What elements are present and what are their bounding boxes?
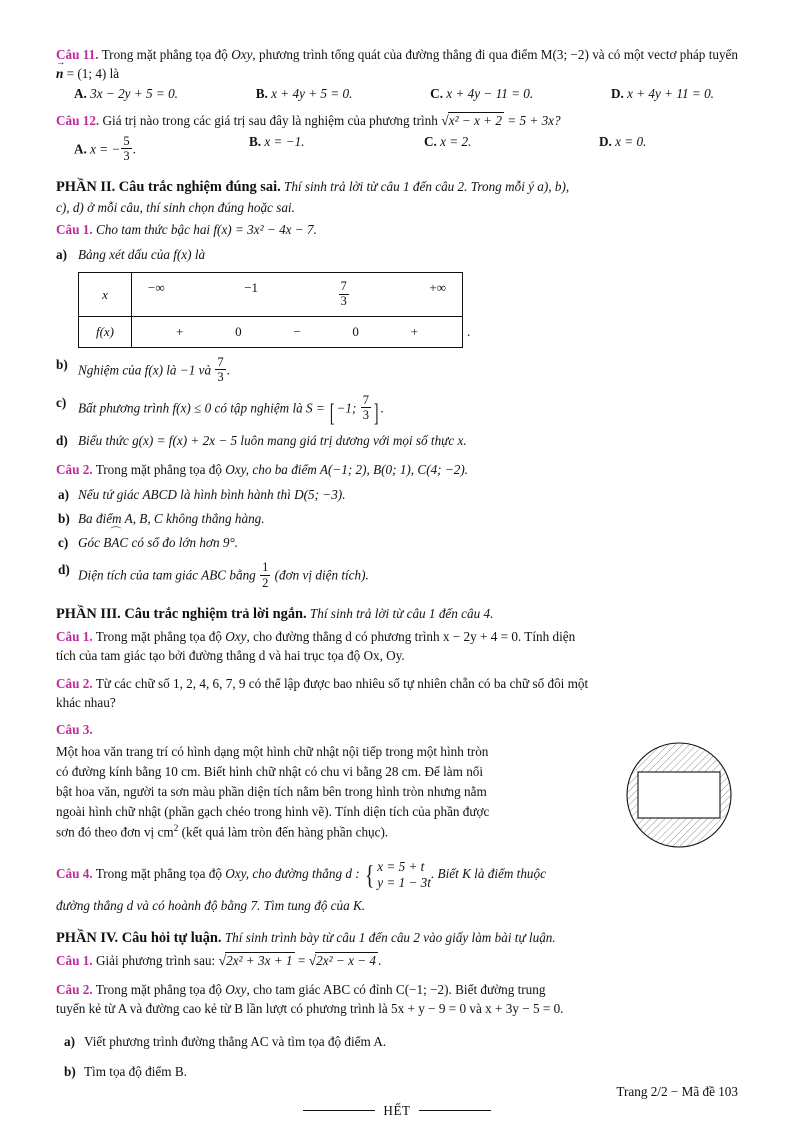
system-rows <box>376 859 431 891</box>
item-b-text: Tìm tọa độ điểm B. <box>84 1063 187 1079</box>
sign-val-0: + <box>176 323 184 339</box>
part3-q3-line-2: có đường kính bằng 10 cm. Biết hình chữ nhật có chu vi bằng 28 cm. Để làm nổi <box>56 764 484 780</box>
part2-q2-item-a <box>56 485 738 504</box>
part3-question-1 <box>56 628 738 665</box>
circle-rectangle-figure <box>620 736 738 854</box>
item-b-text-1: Nghiệm của f(x) là −1 và <box>78 362 215 378</box>
part3-q3-line-5b: (kết quả làm tròn đến hàng phần chục). <box>178 824 389 840</box>
system-brace: { <box>364 859 375 891</box>
part2-question-1 <box>56 221 738 240</box>
sign-table-x-head: x <box>79 273 132 317</box>
part4-q1-label: Câu 1. <box>56 952 93 968</box>
part-2-note-2: c), d) ở mỗi câu, thí sinh chọn đúng hoặc sai. <box>56 200 295 216</box>
question-12-choices <box>56 134 738 163</box>
sign-table <box>78 272 463 348</box>
choice-a-suffix: . <box>132 141 136 157</box>
angle-bac: BAC ⌒ <box>103 533 128 552</box>
part3-q1-text-3: tích của tam giác tạo bởi đường thẳng d và hai trục tọa độ Ox, Oy. <box>56 648 405 664</box>
sign-table-fx-head: f(x) <box>79 316 132 347</box>
system-row-2: y = 1 − 3t <box>377 874 431 890</box>
part4-q2-text-1: Trong mặt phẳng tọa độ <box>95 982 226 998</box>
question-12-text-2: = 5 + 3x? <box>503 113 561 129</box>
item-c-text-2: có số đo lớn hơn 9°. <box>128 535 239 551</box>
fraction-denominator: 3 <box>123 149 130 164</box>
choice-a-key: A. <box>74 86 87 102</box>
choice-c[interactable] <box>430 86 533 102</box>
choice-d-key: D. <box>610 86 624 102</box>
part3-q2-text-2: khác nhau? <box>56 694 116 710</box>
item-label-b: b) <box>58 511 70 527</box>
fraction <box>215 355 225 384</box>
choice-b[interactable] <box>256 86 353 102</box>
choice-b-value: x + 4y + 5 = 0. <box>271 86 353 102</box>
part3-q4-label: Câu 4. <box>56 865 93 881</box>
part3-question-2 <box>56 675 738 712</box>
item-b-text: Ba điểm A, B, C không thẳng hàng. <box>78 511 265 527</box>
sqrt-right-radicand: 2x² − x − 4 <box>316 952 377 968</box>
fraction-denominator: 3 <box>340 294 347 309</box>
item-c-text-2: . <box>380 400 384 416</box>
normal-vector: n → <box>56 64 63 83</box>
part4-q1-text-1: Giải phương trình sau: <box>95 952 219 968</box>
part-4-title: PHẦN IV. Câu hỏi tự luận. <box>56 929 222 946</box>
item-a-text: Viết phương trình đường thẳng AC và tìm tọa độ điểm A. <box>84 1033 387 1049</box>
oxy-plane: Oxy <box>225 865 246 881</box>
part3-q3-label: Câu 3. <box>56 722 93 738</box>
item-label-c: c) <box>58 535 69 551</box>
fraction <box>121 134 131 163</box>
question-11-choices <box>56 86 738 102</box>
item-label-b: b) <box>56 356 68 372</box>
part2-q2-label: Câu 2. <box>56 462 93 478</box>
question-12 <box>56 111 738 131</box>
part3-q3-line-5 <box>56 822 656 842</box>
system-row-1: x = 5 + t <box>377 858 425 874</box>
choice-b-value: x = −1. <box>264 134 305 150</box>
part2-q1-item-d <box>56 431 738 450</box>
choice-a[interactable] <box>74 86 178 102</box>
item-label-c: c) <box>56 395 67 411</box>
part4-question-1 <box>56 951 738 971</box>
choice-a-value: 3x − 2y + 5 = 0. <box>90 86 178 102</box>
part3-q3-line-4: ngoài hình chữ nhật (phần gạch chéo trong hình vẽ). Tính diện tích của phần được <box>56 804 490 820</box>
sign-table-trailing-dot: . <box>467 323 471 339</box>
part2-q1-item-c: c) Bất phương trình f(x) ≤ 0 có tập nghiệm là S = [ −1; $\frac{7}{3}$ ] . <box>56 393 384 427</box>
choice-b[interactable] <box>249 134 424 163</box>
choice-d[interactable] <box>599 134 646 163</box>
part-2-heading <box>56 177 738 217</box>
choice-b-key: B. <box>249 134 262 150</box>
choice-b-key: B. <box>255 86 268 102</box>
sign-val-4: + <box>410 323 418 339</box>
fraction-numerator: 5 <box>123 134 130 149</box>
part4-q1-eq: = <box>294 952 309 968</box>
item-label-a: a) <box>64 1033 75 1049</box>
choice-d[interactable] <box>611 86 714 102</box>
part4-q2-text-3: tuyến kẻ từ A và đường cao kẻ từ B lần lượt có phương trình là 5x + y − 9 = 0 và x + 3y − 5 = 0. <box>56 1001 564 1017</box>
part3-question-3-body <box>56 742 738 843</box>
part2-q1-item-a <box>56 245 738 264</box>
part-4-heading <box>56 928 738 949</box>
item-d-text-1: Diện tích của tam giác ABC bằng <box>78 568 260 583</box>
sign-table-wrapper <box>56 266 738 350</box>
choice-d-value: x = 0. <box>615 134 647 150</box>
choice-a-value: x = − <box>90 141 121 157</box>
end-mark-text: HẾT <box>383 1103 411 1119</box>
part2-question-2 <box>56 461 738 480</box>
part-3-heading <box>56 604 738 625</box>
item-label-a: a) <box>56 247 67 263</box>
part4-q2-text-2: , cho tam giác ABC có đỉnh C(−1; −2). Biết đường trung <box>246 982 546 998</box>
sign-val-2: − <box>293 323 301 339</box>
fraction-numerator: 7 <box>217 354 224 369</box>
fraction-denominator: 2 <box>262 575 269 590</box>
item-label-d: d) <box>56 433 68 449</box>
question-11-text-3: M(3; −2) và có một vectơ pháp tuyến <box>540 47 739 62</box>
part-3-title: PHẦN III. Câu trắc nghiệm trả lời ngắn. <box>56 605 307 622</box>
part3-q1-text-1: Trong mặt phẳng tọa độ <box>95 629 226 645</box>
choice-c-key: C. <box>424 134 437 150</box>
sqrt-radicand: x² − x + 2 <box>448 113 502 129</box>
sign-val-1: 0 <box>235 323 242 339</box>
sign-table-fx-row <box>132 316 463 347</box>
oxy-plane: Oxy <box>225 462 246 478</box>
oxy-plane: Oxy <box>231 47 253 62</box>
sqrt-left: √2x² + 3x + 1 <box>218 952 293 968</box>
fraction-numerator: 1 <box>262 560 269 575</box>
part4-q2-label: Câu 2. <box>56 982 93 998</box>
part3-q3-line-5a: sơn đó theo đơn vị cm <box>56 824 174 840</box>
part3-q1-text-2: , cho đường thẳng d có phương trình x − 2y + 4 = 0. Tính diện <box>246 629 576 645</box>
part-2-title: PHẦN II. Câu trắc nghiệm đúng sai. <box>56 179 281 196</box>
part3-q4-text-4: đường thẳng d và có hoành độ bằng 7. Tìm tung độ của K. <box>56 898 366 913</box>
sign-values <box>132 324 462 340</box>
item-b-text-2: . <box>226 362 230 378</box>
table-row <box>79 316 463 347</box>
choice-c[interactable] <box>424 134 599 163</box>
part3-question-4 <box>56 859 738 916</box>
part3-q2-text-1: Từ các chữ số 1, 2, 4, 6, 7, 9 có thể lập được bao nhiêu số tự nhiên chẵn có ba chữ số đôi một <box>95 675 589 691</box>
choice-d-key: D. <box>599 134 612 150</box>
part3-q2-label: Câu 2. <box>56 675 93 691</box>
item-c-inner: −1; <box>336 400 360 416</box>
x-values <box>132 280 462 309</box>
x-val-3: +∞ <box>429 280 446 296</box>
part2-q2-stem-1: Trong mặt phẳng tọa độ <box>95 462 226 478</box>
unit-exponent: 2 <box>173 824 179 835</box>
x-val-1: −1 <box>244 280 259 296</box>
item-a-text: Bảng xét dấu của f(x) là <box>78 247 206 263</box>
part4-q2-item-a <box>56 1032 738 1051</box>
end-of-exam-marker <box>56 1103 738 1119</box>
part4-question-2 <box>56 981 738 1018</box>
item-a-text: Nếu tứ giác ABCD là hình bình hành thì D(5; −3). <box>78 487 346 503</box>
part-2-note-1: Thí sinh trả lời từ câu 1 đến câu 2. Trong mỗi ý a), b), <box>283 179 570 195</box>
question-11-label: Câu 11. <box>56 47 99 62</box>
part2-q1-stem: Cho tam thức bậc hai f(x) = 3x² − 4x − 7. <box>95 222 317 238</box>
parametric-system <box>363 859 431 891</box>
part3-q3-line-3: bật hoa văn, người ta sơn màu phần diện tích nằm bên trong hình tròn nhưng nằm <box>56 784 487 800</box>
fraction-numerator: 7 <box>340 279 347 294</box>
part4-q1-text-2: . <box>378 952 382 968</box>
page-footer: Trang 2/2 − Mã đề 103 <box>616 1084 738 1099</box>
part3-q4-text-1: Trong mặt phẳng tọa độ <box>95 865 226 881</box>
sign-table-x-row <box>132 273 463 317</box>
part3-q4-text-2: , cho đường thẳng d : <box>245 865 363 881</box>
fraction <box>260 560 270 589</box>
part3-q3-text <box>56 742 656 843</box>
question-12-text-1: Giá trị nào trong các giá trị sau đây là nghiệm của phương trình <box>102 113 442 129</box>
item-d-text: Biểu thức g(x) = f(x) + 2x − 5 luôn mang giá trị dương với mọi số thực x. <box>78 433 467 449</box>
figure-svg <box>620 736 738 854</box>
part4-q2-item-b <box>56 1062 738 1081</box>
x-val-2-fraction <box>339 280 349 309</box>
fraction-numerator: 7 <box>362 393 369 408</box>
divider-left <box>303 1110 375 1111</box>
part-4-note: Thí sinh trình bày từ câu 1 đến câu 2 vào giấy làm bài tự luận. <box>224 929 556 945</box>
part2-q2-item-c <box>56 533 738 552</box>
part-3-note: Thí sinh trả lời từ câu 1 đến câu 4. <box>309 605 494 621</box>
choice-c-value: x + 4y − 11 = 0. <box>446 86 534 102</box>
table-row <box>79 273 463 317</box>
choice-c-value: x = 2. <box>440 134 472 150</box>
choice-a-key: A. <box>74 141 87 157</box>
item-c-text-1: Góc <box>78 535 104 551</box>
item-label-a: a) <box>58 487 69 503</box>
item-c-text-1: Bất phương trình f(x) ≤ 0 có tập nghiệm là S = <box>78 400 329 416</box>
part3-q4-text-3: . Biết K là điểm thuộc <box>430 865 546 881</box>
fraction-denominator: 3 <box>362 408 369 423</box>
question-11 <box>56 45 738 83</box>
sign-val-3: 0 <box>352 323 359 339</box>
question-11-text-1: Trong mặt phẳng tọa độ <box>101 47 232 62</box>
oxy-plane: Oxy <box>225 982 247 998</box>
sqrt-right: √2x² − x − 4 <box>308 952 377 968</box>
item-d-text-2: (đơn vị diện tích). <box>271 568 369 583</box>
choice-a[interactable] <box>74 134 249 163</box>
part2-q1-item-b <box>56 355 738 384</box>
item-label-d: d) <box>58 562 70 578</box>
question-11-text-4: = (1; 4) là <box>63 66 120 82</box>
part2-q1-label: Câu 1. <box>56 222 93 238</box>
fraction-denominator: 3 <box>217 370 224 385</box>
oxy-plane: Oxy <box>225 629 247 645</box>
fraction <box>361 393 371 422</box>
item-label-b: b) <box>64 1063 76 1079</box>
part2-q2-item-d <box>56 560 738 589</box>
part3-q3-line-1: Một hoa văn trang trí có hình dạng một hình chữ nhật nội tiếp trong một hình tròn <box>56 744 489 760</box>
sqrt-expression: √x² − x + 2 <box>441 113 502 129</box>
part2-q2-item-b <box>56 509 738 528</box>
divider-right <box>419 1110 491 1111</box>
question-12-label: Câu 12. <box>56 113 100 129</box>
choice-c-key: C. <box>430 86 443 102</box>
x-val-0: −∞ <box>148 280 165 296</box>
question-11-text-2: , phương trình tổng quát của đường thẳng đi qua điểm <box>252 47 538 62</box>
sqrt-left-radicand: 2x² + 3x + 1 <box>226 952 293 968</box>
part3-q1-label: Câu 1. <box>56 629 93 645</box>
choice-d-value: x + 4y + 11 = 0. <box>627 86 714 102</box>
part2-q2-stem-2: , cho ba điểm A(−1; 2), B(0; 1), C(4; −2). <box>245 462 469 478</box>
